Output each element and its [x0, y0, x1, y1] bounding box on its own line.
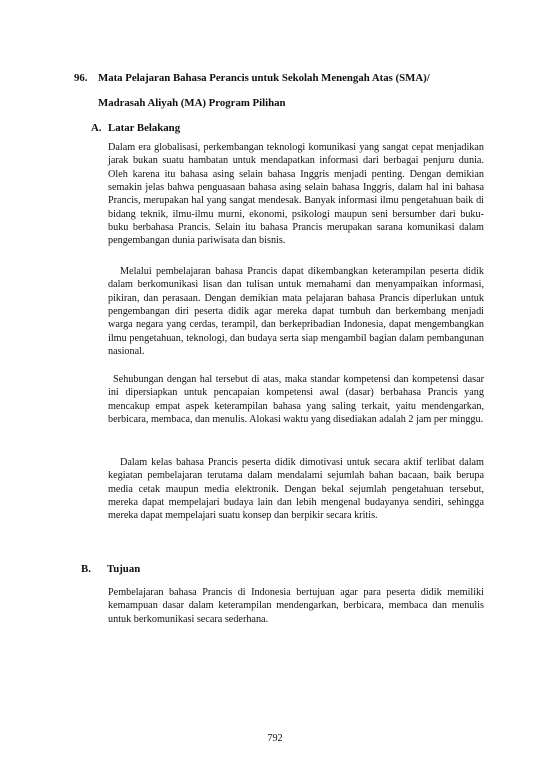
section-a-letter: A. [91, 122, 102, 134]
section-b-paragraph-1: Pembelajaran bahasa Prancis di Indonesia bertujuan agar para peserta didik memiliki kemampuan dasar dalam keterampilan mendengarkan, berbicara, membaca dan menulis untuk berkomunikasi secara sederhana. [108, 587, 484, 625]
section-a-heading [91, 122, 180, 134]
section-b-letter: B. [81, 563, 91, 575]
section-a-paragraph-4: Dalam kelas bahasa Prancis peserta didik dimotivasi untuk secara aktif terlibat dalam kegiatan pembelajaran terutama dalam mendalami sejumlah bahan bacaan, baik berupa media cetak maupun media elektronik. Dengan bekal sejumlah pengetahuan tersebut, mereka dapat mempelajari budaya lain dan lebih mengenal budayanya sendiri, sehingga mereka dapat mempelajari suatu konsep dan berpikir secara kritis. [108, 457, 484, 522]
section-a-paragraph-1: Dalam era globalisasi, perkembangan teknologi komunikasi yang sangat cepat menjadikan jarak bukan suatu hambatan untuk mendapatkan informasi dari berbagai penjuru dunia. Oleh karena itu bahasa asing selain bahasa Inggris menjadi penting. Dengan demikian semakin jelas bahwa penguasaan bahasa asing selain bahasa Inggris, dalam hal ini bahasa Prancis, merupakan hal yang sangat mendesak. Banyak informasi ilmu pengetahuan baik di bidang teknik, ilmu-ilmu murni, ekonomi, psikologi maupun seni bersumber dari buku-buku berbahasa Prancis. Selain itu bahasa Prancis merupakan sarana komunikasi dalam pengembangan dunia pariwisata dan bisnis. [108, 142, 484, 247]
heading-title-line-2: Madrasah Aliyah (MA) Program Pilihan [98, 97, 286, 109]
heading-number: 96. [74, 72, 88, 84]
section-b-heading [81, 563, 140, 575]
page-number: 792 [267, 733, 283, 744]
section-a-paragraph-3: Sehubungan dengan hal tersebut di atas, maka standar kompetensi dan kompetensi dasar ini dipersiapkan untuk pencapaian kompetensi awal (dasar) berbahasa Prancis yang mencakup empat aspek keterampilan bahasa yang saling terkait, yaitu mendengarkan, berbicara, membaca, dan menulis. Alokasi waktu yang disediakan adalah 2 jam per minggu. [108, 374, 484, 426]
heading-title-line-1: Mata Pelajaran Bahasa Perancis untuk Sekolah Menengah Atas (SMA)/ [98, 72, 430, 84]
section-a-title: Latar Belakang [108, 122, 181, 134]
section-b-title: Tujuan [107, 563, 141, 575]
section-a-paragraph-2: Melalui pembelajaran bahasa Prancis dapat dikembangkan keterampilan peserta didik dalam berkomunikasi lisan dan tulisan untuk memahami dan menyampaikan informasi, pikiran, dan perasaan. Dengan demikian mata pelajaran bahasa Prancis diperlukan untuk pengembangan diri peserta didik agar mereka dapat tumbuh dan berkembang menjadi warga negara yang cerdas, terampil, dan berkepribadian Indonesia, dapat mengembangkan ilmu pengetahuan, teknologi, dan budaya serta siap mengambil bagian dalam pembangunan nasional. [108, 266, 484, 358]
